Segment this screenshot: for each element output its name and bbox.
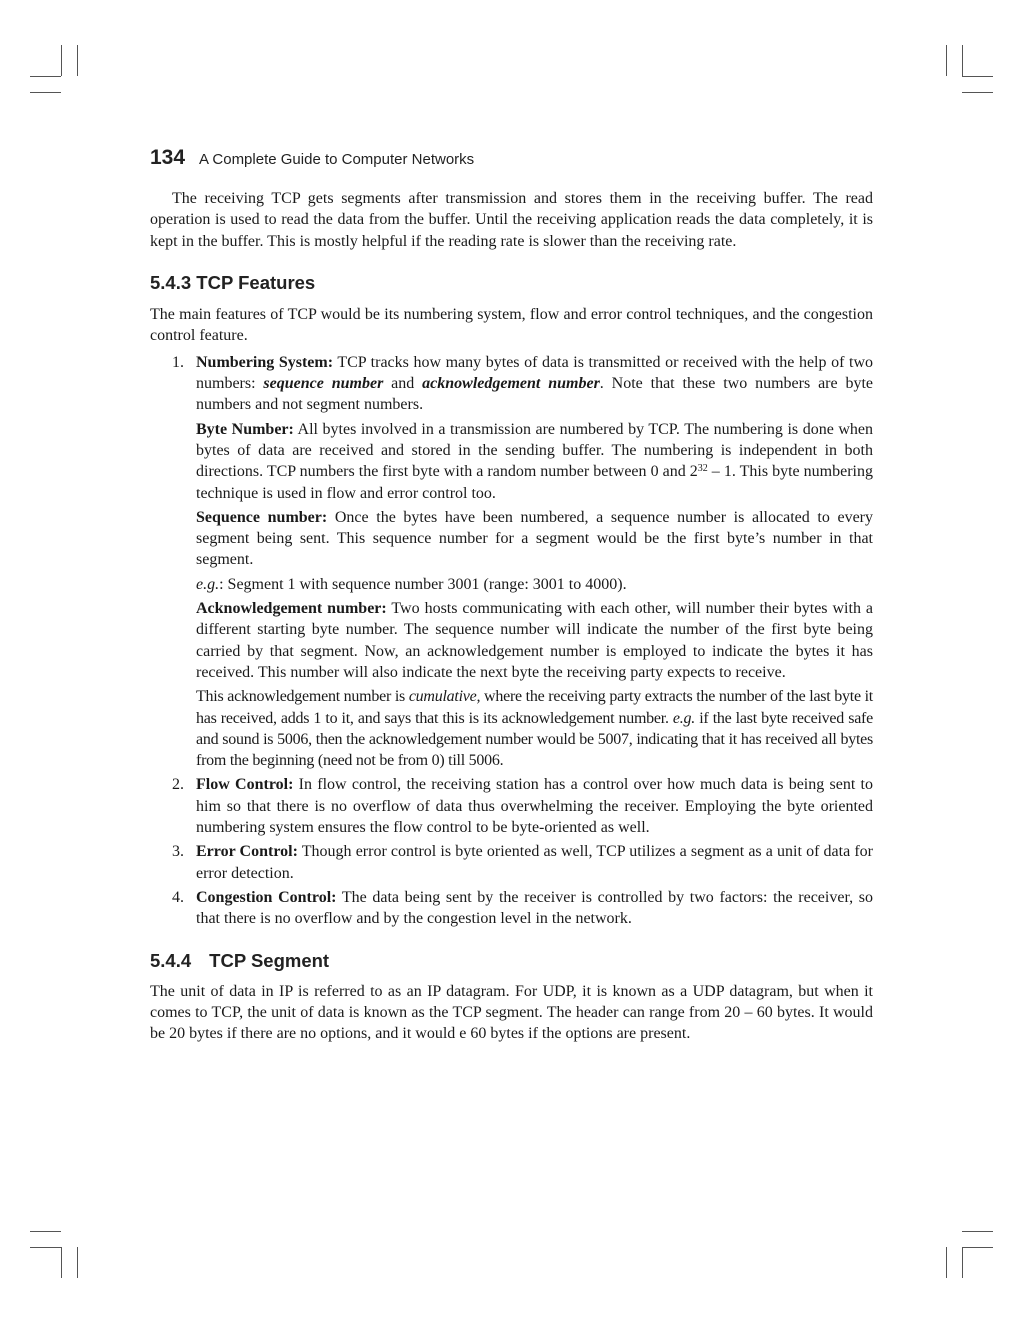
crop-mark — [61, 45, 62, 76]
item-text: if the last byte received safe and sound is 5006, then the acknowledgement number would be 5007, indicating that it has received all bytes from the beginning (need not be from 0) till 5006. — [196, 709, 873, 770]
section-heading-5-4-4 — [150, 950, 873, 971]
term-byte-number: Byte Number: — [196, 420, 294, 438]
item-text: : Segment 1 with sequence number 3001 (range: 3001 to 4000). — [219, 575, 627, 593]
crop-mark — [30, 92, 61, 93]
list-marker: 1. — [172, 353, 184, 371]
byte-number-paragraph — [196, 419, 873, 504]
sequence-number-paragraph — [196, 507, 873, 571]
list-marker: 2. — [172, 776, 184, 794]
crop-mark — [30, 1231, 61, 1232]
section-number: 5.4.3 — [150, 271, 192, 293]
item-text: . Note that these two numbers are byte numbers and not segment numbers. — [196, 375, 874, 414]
list-marker: 4. — [172, 888, 184, 906]
list-item-flow-control — [150, 774, 873, 838]
list-item-numbering-system — [150, 352, 873, 772]
exponent: 32 — [697, 463, 708, 475]
crop-mark — [946, 1247, 947, 1278]
term-congestion-control: Congestion Control: — [196, 888, 337, 906]
item-text: where the receiving party extracts the number of the last byte it has received, adds 1 to it, and says that this is its acknowledgement number. — [196, 688, 874, 727]
emphasis-cumulative: cumulative, — [408, 688, 481, 706]
list-item-congestion-control — [150, 887, 873, 930]
item-text: This acknowledgement number is — [196, 688, 409, 706]
crop-mark — [962, 1247, 963, 1278]
section-number: 5.4.4 — [150, 949, 192, 971]
cumulative-paragraph — [196, 686, 873, 771]
item-text: Once the bytes have been numbered, a sequence number is allocated to every segment being sent. This sequence number for a segment would be the first byte’s number in that segment. — [196, 508, 873, 569]
section-title: TCP Segment — [209, 949, 330, 971]
crop-mark — [962, 1231, 993, 1232]
crop-mark — [962, 92, 993, 93]
emphasis-ack-number: acknowledgement number — [422, 375, 600, 393]
intro-paragraph: The receiving TCP gets segments after transmission and stores them in the receiving buffer. The read operation is used to read the data from the buffer. Until the receiving application reads the data completely, it is kept in the buffer. This is mostly helpful if the reading rate is slower than the receiving rate. — [150, 190, 873, 250]
item-text: – 1. This byte numbering technique is used in flow and error control too. — [196, 463, 873, 502]
item-text: TCP tracks how many bytes of data is transmitted or received with the help of two numbers: — [196, 353, 874, 393]
item-text: Though error control is byte oriented as well, TCP utilizes a segment as a unit of data for error detection. — [196, 843, 874, 882]
crop-mark — [962, 76, 993, 77]
term-ack-number: Acknowledgement number: — [196, 600, 387, 618]
crop-mark — [30, 76, 61, 77]
term-flow-control: Flow Control: — [196, 776, 294, 794]
page-number: 134 — [150, 146, 186, 169]
crop-mark — [30, 1247, 61, 1248]
example-label: e.g. — [196, 575, 220, 593]
body-content — [150, 188, 873, 1045]
ack-number-paragraph — [196, 598, 873, 683]
term-error-control: Error Control: — [196, 843, 298, 861]
item-text: Two hosts communicating with each other, will number their bytes with a different starting byte number. The sequence number will indicate the number of the first byte being carried by that segment. Now, an acknowledgement number is employed to indicate the bytes it has received. This number will also indicate the next byte the receiving party expects to receive. — [196, 600, 874, 681]
crop-mark — [61, 1247, 62, 1278]
list-marker: 3. — [172, 843, 184, 861]
features-intro: The main features of TCP would be its numbering system, flow and error control techniques, and the congestion control feature. — [150, 306, 873, 345]
section-heading-5-4-3 — [150, 272, 873, 293]
tcp-segment-paragraph: The unit of data in IP is referred to as an IP datagram. For UDP, it is known as a UDP datagram, but when it comes to TCP, the unit of data is known as the TCP segment. The header can range from 20 – 60 bytes. It would be 20 bytes if there are no options, and it would e 60 bytes if the options are present. — [150, 982, 873, 1043]
crop-mark — [946, 45, 947, 76]
list-item-error-control — [150, 841, 873, 884]
item-text: and — [383, 375, 423, 393]
item-text: The data being sent by the receiver is controlled by two factors: the receiver, so that there is no overflow and by the congestion level in the network. — [196, 888, 874, 928]
section-title: TCP Features — [196, 271, 316, 293]
term-numbering-system: Numbering System: — [196, 353, 334, 371]
crop-mark — [77, 45, 78, 76]
example-paragraph — [196, 574, 873, 595]
example-label: e.g. — [672, 709, 696, 727]
crop-mark — [962, 1247, 993, 1248]
item-text: All bytes involved in a transmission are numbered by TCP. The numbering is done when bytes of data are received and stored in the sending buffer. The numbering is independent in both directions. TCP numbers the first byte with a random number between 0 and 2 — [196, 420, 874, 481]
item-text: In flow control, the receiving station has a control over how much data is being sent to him so that there is no overflow of data thus overwhelming the receiver. Employing the byte oriented numbering system ensures the flow control to be byte-oriented as well. — [196, 776, 873, 837]
book-title: A Complete Guide to Computer Networks — [199, 151, 475, 168]
crop-mark — [962, 45, 963, 76]
crop-mark — [77, 1247, 78, 1278]
features-list — [150, 352, 873, 930]
term-sequence-number: Sequence number: — [196, 508, 328, 526]
emphasis-sequence-number: sequence number — [263, 375, 384, 393]
running-head — [150, 146, 474, 170]
